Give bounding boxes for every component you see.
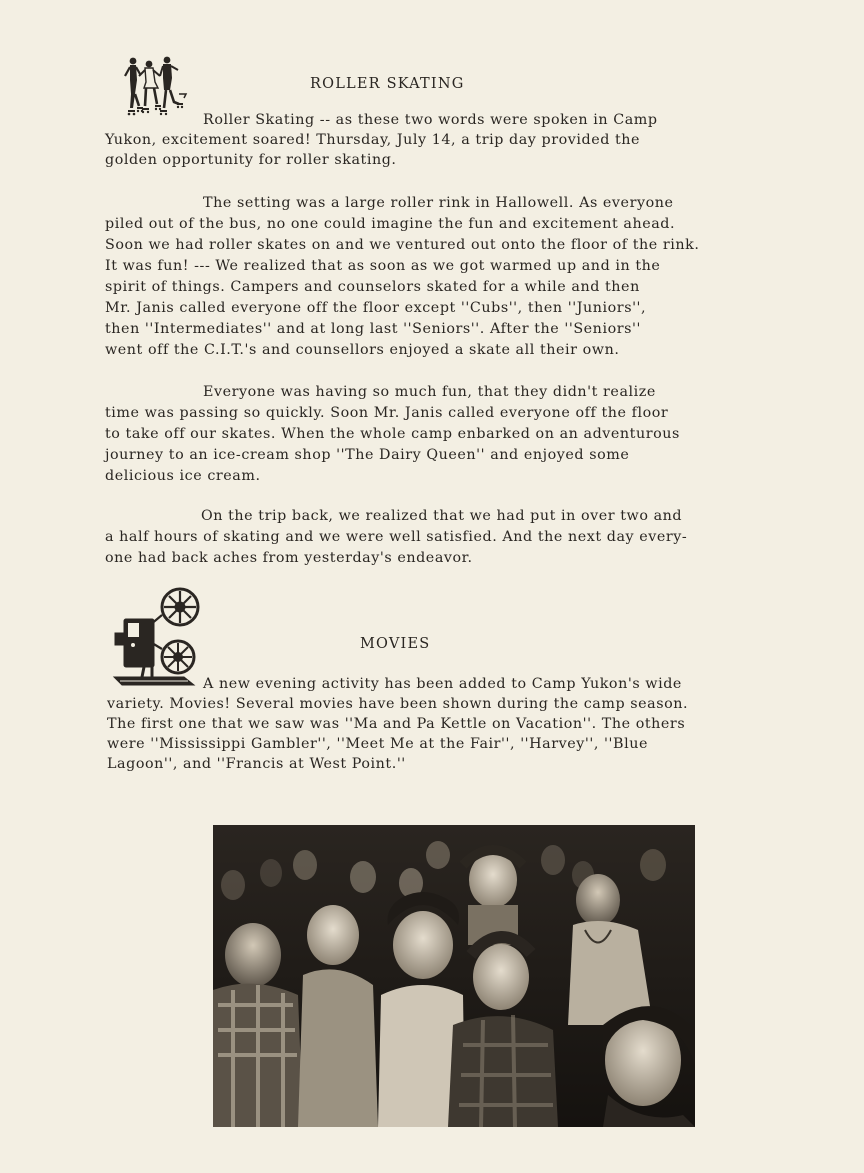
text-line: one had back aches from yesterday's endeavor.	[105, 550, 473, 566]
text-line: golden opportunity for roller skating.	[105, 152, 397, 168]
text-line: A new evening activity has been added to Camp Yukon's wide	[203, 676, 682, 692]
text-line: Soon we had roller skates on and we ventured out onto the floor of the rink.	[105, 237, 700, 253]
text-line: to take off our skates. When the whole camp enbarked on an adventurous	[105, 426, 680, 442]
movies-paragraph	[107, 676, 819, 786]
text-line: Everyone was having so much fun, that they didn't realize	[203, 384, 656, 400]
text-line: then ''Intermediates'' and at long last ''Seniors''. After the ''Seniors''	[105, 321, 641, 337]
roller-skating-paragraph-2	[105, 195, 817, 370]
text-line: journey to an ice-cream shop ''The Dairy Queen'' and enjoyed some	[105, 447, 630, 463]
audience-photo-illustration	[213, 825, 695, 1127]
text-line: piled out of the bus, no one could imagine the fun and excitement ahead.	[105, 216, 676, 232]
text-line: It was fun! --- We realized that as soon as we got warmed up and in the	[105, 258, 661, 274]
roller-skating-paragraph-4	[105, 508, 817, 576]
text-line: went off the C.I.T.'s and counsellors enjoyed a skate all their own.	[105, 342, 620, 358]
text-line: Lagoon'', and ''Francis at West Point.''	[107, 756, 406, 772]
text-line: variety. Movies! Several movies have been shown during the camp season.	[107, 696, 689, 712]
text-line: On the trip back, we realized that we had put in over two and	[201, 508, 683, 524]
text-line: Roller Skating -- as these two words were spoken in Camp	[203, 112, 658, 128]
text-line: time was passing so quickly. Soon Mr. Janis called everyone off the floor	[105, 405, 669, 421]
text-line: Mr. Janis called everyone off the floor except ''Cubs'', then ''Juniors'',	[105, 300, 647, 316]
text-line: Yukon, excitement soared! Thursday, July 14, a trip day provided the	[105, 132, 641, 148]
text-line: The first one that we saw was ''Ma and Pa Kettle on Vacation''. The others	[107, 716, 686, 732]
roller-skating-heading: ROLLER SKATING	[310, 76, 465, 92]
roller-skating-paragraph-3	[105, 384, 817, 494]
movies-heading: MOVIES	[360, 636, 431, 652]
text-line: spirit of things. Campers and counselors skated for a while and then	[105, 279, 640, 295]
text-line: delicious ice cream.	[105, 468, 261, 484]
text-line: a half hours of skating and we were well satisfied. And the next day every-	[105, 529, 688, 545]
audience-photo	[213, 825, 695, 1127]
roller-skating-paragraph-1	[105, 112, 817, 180]
text-line: The setting was a large roller rink in Hallowell. As everyone	[203, 195, 674, 211]
text-line: were ''Mississippi Gambler'', ''Meet Me at the Fair'', ''Harvey'', ''Blue	[107, 736, 648, 752]
